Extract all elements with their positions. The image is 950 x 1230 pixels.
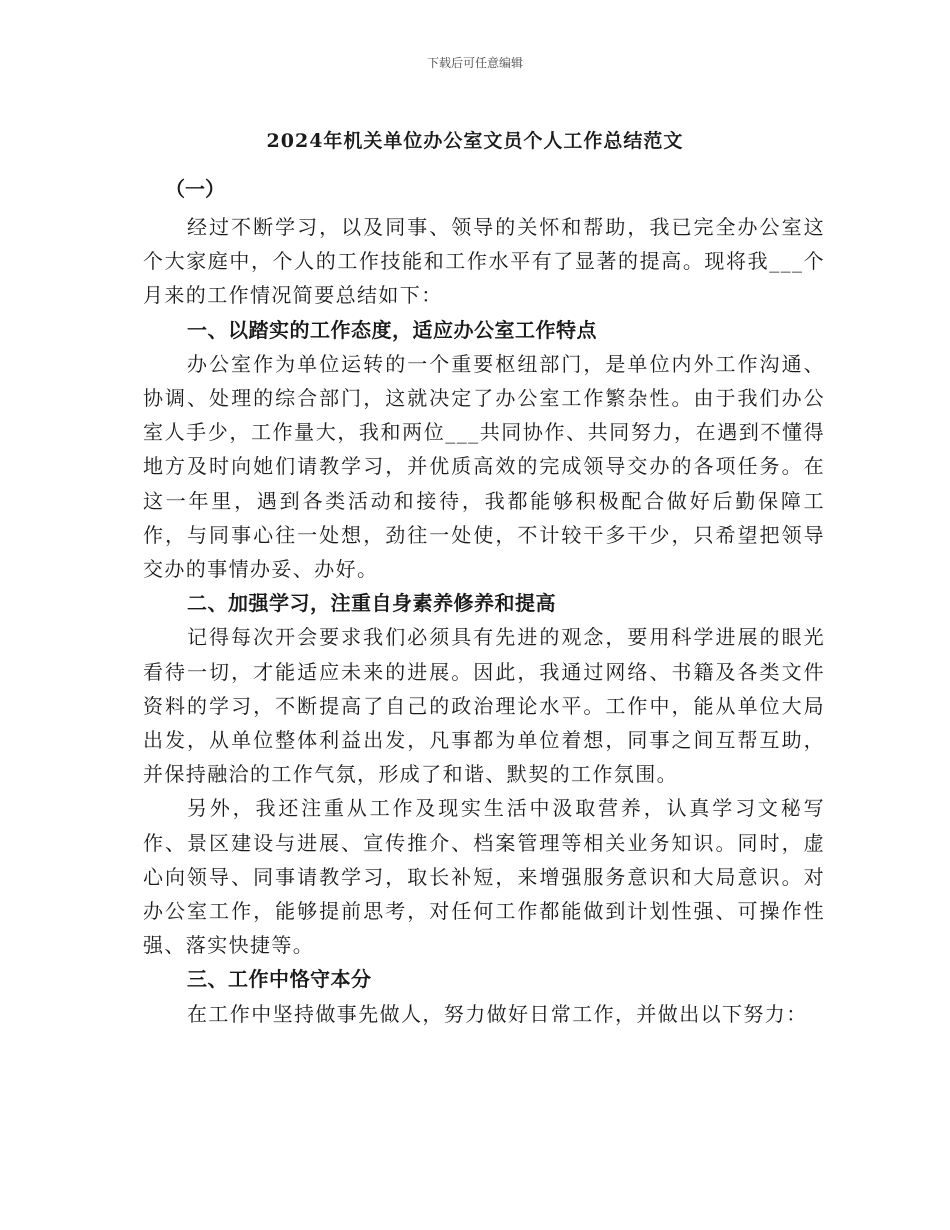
paragraph-5: 在工作中坚持做事先做人，努力做好日常工作，并做出以下努力： — [187, 1001, 808, 1026]
header-note: 下载后可任意编辑 — [426, 56, 523, 70]
paragraph-3: 记得每次开会要求我们必须具有先进的观念，要用科学进展的眼光看待一切，才能适应未来的进展。因此，我通过网络、书籍及各类文件资料的学习，不断提高了自己的政治理论水平。工作中，能从单位大局出发，从单位整体利益出发，凡事都为单位着想，同事之间互帮互助，并保持融洽的工作气氛，形成了和谐、默契的工作氛围。 — [143, 625, 825, 787]
document-body — [143, 170, 825, 1031]
heading-2: 二、加强学习，注重自身素养修养和提高 — [187, 591, 556, 616]
intro-paragraph: 经过不断学习，以及同事、领导的关怀和帮助，我已完全办公室这个大家庭中，个人的工作技能和工作水平有了显著的提高。现将我___个月来的工作情况简要总结如下： — [143, 215, 825, 308]
document-title: 2024年机关单位办公室文员个人工作总结范文 — [266, 130, 684, 152]
paragraph-4: 另外，我还注重从工作及现实生活中汲取营养，认真学习文秘写作、景区建设与进展、宣传推介、档案管理等相关业务知识。同时，虚心向领导、同事请教学习，取长补短，来增强服务意识和大局意识。对办公室工作，能够提前思考，对任何工作都能做到计划性强、可操作性强、落实快捷等。 — [143, 796, 825, 958]
heading-1: 一、以踏实的工作态度，适应办公室工作特点 — [187, 317, 597, 342]
section-label: （一） — [165, 177, 225, 201]
heading-3: 三、工作中恪守本分 — [187, 967, 372, 992]
paragraph-2: 办公室作为单位运转的一个重要枢纽部门，是单位内外工作沟通、协调、处理的综合部门，这就决定了办公室工作繁杂性。由于我们办公室人手少，工作量大，我和两位___共同协作、共同努力，在遇到不懂得地方及时向她们请教学习，并优质高效的完成领导交办的各项任务。在这一年里，遇到各类活动和接待，我都能够积极配合做好后勤保障工作，与同事心往一处想，劲往一处使，不计较干多干少，只希望把领导交办的事情办妥、办好。 — [143, 351, 825, 582]
